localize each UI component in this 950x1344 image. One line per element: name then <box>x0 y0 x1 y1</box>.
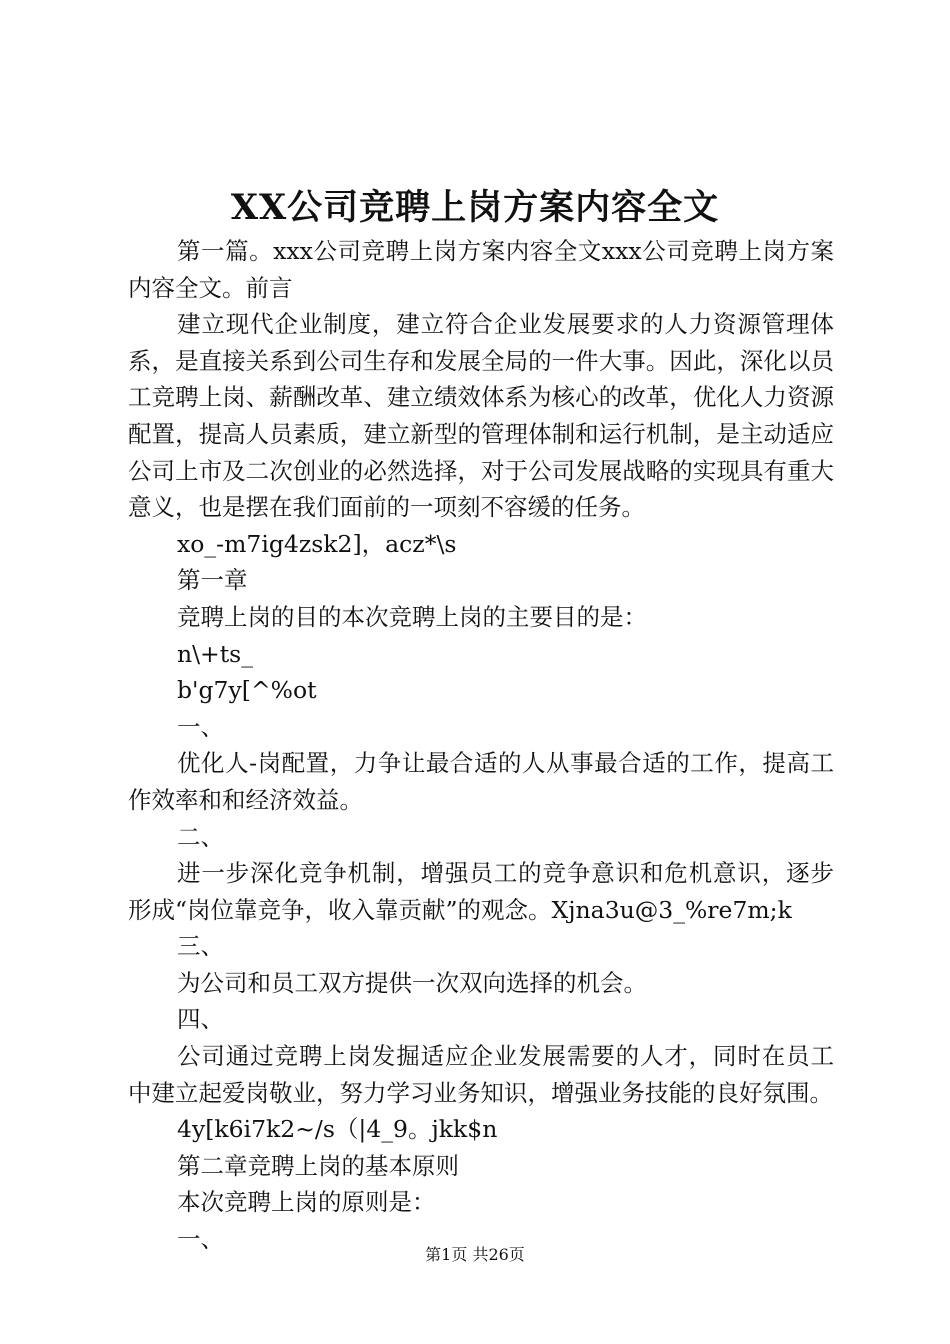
paragraph: 4y[k6i7k2~/s（|4_9。jkk$n <box>177 1115 498 1144</box>
section-number: 三、 <box>177 932 224 961</box>
paragraph: 本次竞聘上岗的原则是： <box>177 1188 436 1217</box>
paragraph: 进一步深化竞争机制，增强员工的竞争意识和危机意识，逐步形成“岗位靠竞争，收入靠贡献”的观念。Xjna3u@3_%re7m;k <box>128 859 834 924</box>
paragraph: 第一篇。xxx公司竞聘上岗方案内容全文xxx公司竞聘上岗方案内容全文。前言 <box>128 237 834 302</box>
section-number: 二、 <box>177 822 224 851</box>
chapter-heading: 第二章竞聘上岗的基本原则 <box>177 1151 459 1180</box>
paragraph: 建立现代企业制度，建立符合企业发展要求的人力资源管理体系，是直接关系到公司生存和发展全局的一件大事。因此，深化以员工竞聘上岗、薪酬改革、建立绩效体系为核心的改革，优化人力资源配置，提高人员素质，建立新型的管理体制和运行机制，是主动适应公司上市及二次创业的必然选择，对于公司发展战略的实现具有重大意义，也是摆在我们面前的一项刻不容缓的任务。 <box>128 310 834 522</box>
chapter-heading: 第一章 <box>177 566 248 595</box>
paragraph: 优化人-岗配置，力争让最合适的人从事最合适的工作，提高工作效率和和经济效益。 <box>128 749 834 814</box>
paragraph: 公司通过竞聘上岗发掘适应企业发展需要的人才，同时在员工中建立起爱岗敬业，努力学习业务知识，增强业务技能的良好氛围。 <box>128 1042 834 1107</box>
section-number: 一、 <box>177 712 224 741</box>
paragraph: 竞聘上岗的目的本次竞聘上岗的主要目的是： <box>177 602 647 631</box>
document-title: XX公司竞聘上岗方案内容全文 <box>230 187 720 228</box>
paragraph: n\+ts_ <box>177 639 253 668</box>
document-body <box>128 233 834 1258</box>
paragraph: xo_-m7ig4zsk2]，acz*\s <box>177 529 457 558</box>
paragraph: b'g7y[^%ot <box>177 676 317 705</box>
page-footer: 第1页 共26页 <box>425 1245 525 1264</box>
paragraph: 为公司和员工双方提供一次双向选择的机会。 <box>177 968 647 997</box>
section-number: 一、 <box>177 1225 224 1254</box>
section-number: 四、 <box>177 1005 224 1034</box>
